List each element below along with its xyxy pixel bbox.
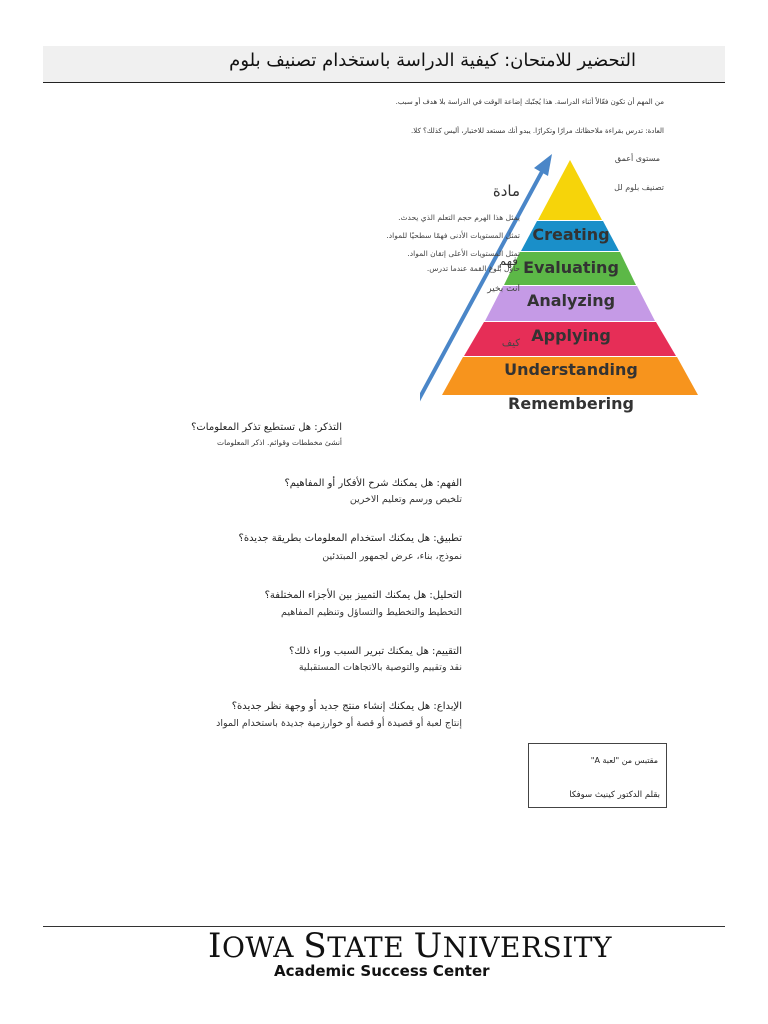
question-creating-title: الإبداع: هل يمكنك إنشاء منتج جديد أو وجهة نظر جديدة؟ [231,701,462,712]
intro-line-1: من المهم أن تكون فعّالاً أثناء الدراسة. هذا يُجنّبك إضاعة الوقت في الدراسة بلا هدف أو سبب. [395,98,664,106]
blooms-pyramid [420,150,730,425]
annotation-note-3: تمثل المستويات الأعلى إتقان المواد. [407,249,520,258]
question-evaluating-title: التقييم: هل يمكنك تبرير السبب وراء ذلك؟ [289,646,462,657]
pyramid-label-understanding: Understanding [504,360,638,379]
university-logo: IOWA STATE UNIVERSITY [208,926,612,966]
annotation-good-luck: انت بخير [487,284,520,294]
annotation-bloom-taxonomy: تصنيف بلوم لل [614,183,664,192]
pyramid-label-creating: Creating [532,225,610,244]
question-analyzing-sub: التخطيط والتخطيط والتساؤل وتنظيم المفاهيم [281,607,462,618]
annotation-note-2: تمثل المستويات الأدنى فهمًا سطحيًا للمواد. [386,231,520,240]
annotation-understanding: فهم [498,254,518,268]
pyramid-label-applying: Applying [531,326,611,345]
intro-line-2: العادة: تدرس بقراءة ملاحظاتك مرارًا وتكرارًا. يبدو أنك مستعد للاختبار، أليس كذلك؟ كلا. [411,127,664,135]
progress-arrow-head [534,154,552,176]
question-evaluating-sub: نقد وتقييم والتوصية بالاتجاهات المستقبلية [298,662,462,673]
question-creating-sub: إنتاج لعبة أو قصيدة أو قصة أو خوارزمية جديدة باستخدام المواد [216,718,462,729]
question-applying-sub: نموذج، بناء، عرض لجمهور المبتدئين [322,551,462,562]
annotation-note-1: يمثل هذا الهرم حجم التعلم الذي يحدث. [398,213,520,222]
question-analyzing-title: التحليل: هل يمكنك التمييز بين الأجزاء المختلفة؟ [264,590,462,601]
annotation-note-4: حاول بلوغ القمة عندما تدرس. [426,264,520,273]
pyramid-label-evaluating: Evaluating [523,258,619,277]
annotation-deeper-level: مستوى أعمق [614,154,660,163]
pyramid-label-remembering: Remembering [508,394,634,413]
academic-success-center-label: Academic Success Center [274,962,490,980]
question-applying-title: تطبيق: هل يمكنك استخدام المعلومات بطريقة جديدة؟ [238,533,462,544]
annotation-how: كيف [501,338,520,349]
quote-author: بقلم الدكتور كينيث سوفكا [569,790,660,800]
annotation-subject: مادة [492,182,520,200]
question-remembering-sub: أنشئ مخططات وقوائم. اذكر المعلومات [217,438,342,447]
question-understanding-sub: تلخيص ورسم وتعليم الاخرين [349,494,462,505]
quote-source: مقتبس من "لعبة A" [590,756,658,765]
pyramid-label-analyzing: Analyzing [526,291,616,310]
question-understanding-title: الفهم: هل يمكنك شرح الأفكار أو المفاهيم؟ [284,478,462,489]
page-title: التحضير للامتحان: كيفية الدراسة باستخدام تصنيف بلوم [229,50,636,71]
question-remembering-title: التذكر: هل تستطيع تذكر المعلومات؟ [191,422,342,433]
